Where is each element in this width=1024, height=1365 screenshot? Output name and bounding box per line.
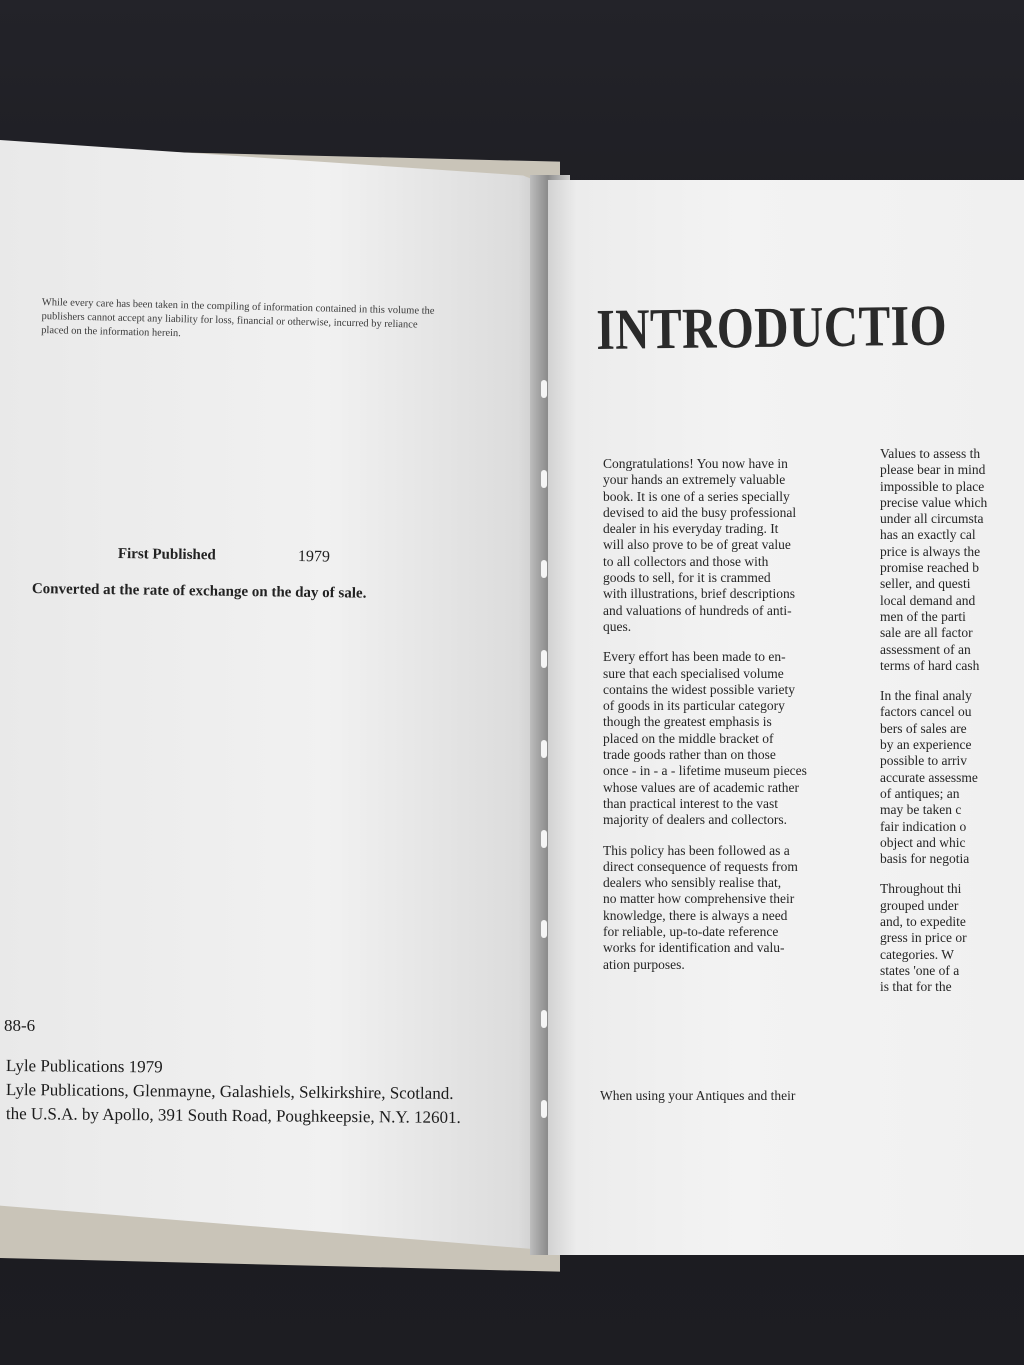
paragraph: This policy has been followed as a direct consequence of requests from dealers who sensibly realise that, no matter how comprehensive their knowledge, there is always a need for reliable, up-to-date reference works for identification and valu- ation purposes. xyxy=(603,842,798,972)
first-published-year: 1979 xyxy=(297,548,330,566)
paragraph: Values to assess th please bear in mind impossible to place precise value which under all circumsta has an exactly cal price is always the promise reached b seller, and questi local demand and men of the parti sale are all factor assessment of an terms of hard cash xyxy=(880,446,988,673)
binding-stitch xyxy=(541,1010,547,1028)
first-published-label: First Published xyxy=(117,546,216,564)
imprint-line: Lyle Publications, Glenmayne, Galashiels, Selkirkshire, Scotland. xyxy=(5,1080,454,1103)
binding-stitch xyxy=(541,830,547,848)
introduction-heading: INTRODUCTIO xyxy=(596,292,948,362)
binding-stitch xyxy=(541,470,547,488)
binding-stitch xyxy=(541,920,547,938)
paragraph-start: When using your Antiques and their xyxy=(600,1088,796,1103)
imprint-line: Lyle Publications 1979 xyxy=(5,1056,163,1077)
paragraph: Congratulations! You now have in your hands an extremely valuable book. It is one of a series specially devised to aid the busy professional dealer in his everyday trading. It will also prove to be of great value to all collectors and those with goods to sell, for it is crammed with illustrations, brief descriptions and valuations of hundreds of anti- ques. xyxy=(603,456,797,634)
binding-stitch xyxy=(541,740,547,758)
binding-stitch xyxy=(541,650,547,668)
binding-stitch xyxy=(541,380,547,398)
binding-stitch xyxy=(541,560,547,578)
exchange-note: Converted at the rate of exchange on the day of sale. xyxy=(31,581,367,602)
paragraph: Throughout thi grouped under and, to expedite gress in price or categories. W states 'one of a is that for the xyxy=(880,881,967,995)
intro-column-right xyxy=(880,446,1024,1010)
disclaimer-text: While every care has been taken in the compiling of information contained in this volume the publishers cannot accept any liability for loss, financial or otherwise, incurred by reliance placed on the information herein. xyxy=(41,296,435,340)
paragraph: In the final analy factors cancel ou bers of sales are by an experience possible to arriv accurate assessme of antiques; an may be taken c fair indication o object and whic basis for negotia xyxy=(880,688,978,867)
imprint-line: the U.S.A. by Apollo, 391 South Road, Poughkeepsie, N.Y. 12601. xyxy=(5,1104,461,1127)
binding-stitch xyxy=(541,1100,547,1118)
intro-column-left xyxy=(603,456,871,987)
isbn-fragment: 88-6 xyxy=(4,1016,36,1035)
paragraph: Every effort has been made to en- sure that each specialised volume contains the widest possible variety of goods in its particular category though the greatest emphasis is placed on the middle bracket of trade goods rather than on those once - in - a - lifetime museum pieces whose values are of academic rather than practical interest to the vast majority of dealers and collectors. xyxy=(603,649,807,828)
